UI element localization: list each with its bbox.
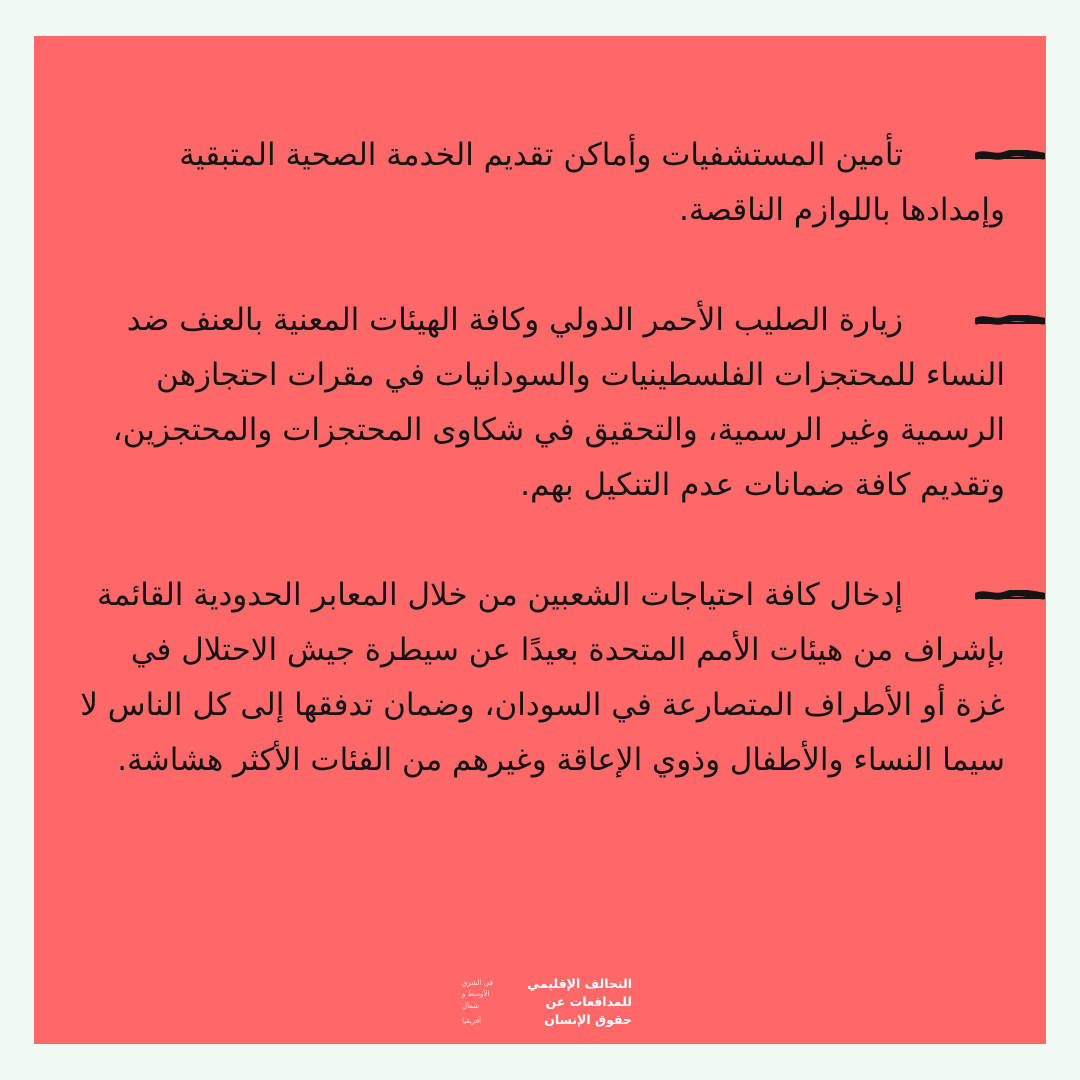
brush-dash-icon [975,590,1045,602]
logo-sub-3: شمال [462,1002,480,1010]
logo-sub-1: في الشرق [462,979,494,987]
organization-logo [452,976,632,1032]
demands-list [74,128,1005,843]
logo-sub-2: الأوسط و [462,990,490,998]
logo-line-3: حقوق الإنسان [544,1012,632,1027]
logo-line-2: للمدافعات عن [545,994,632,1009]
list-item-text: إدخال كافة احتياجات الشعبين من خلال المعابر الحدودية القائمة بإشراف من هيئات الأمم المتحدة بعيدًا عن سيطرة جيش الاحتلال في غزة أو الأطراف المتصارعة في السودان، وضمان تدفقها إلى كل الناس لا سيما النساء والأطفال وذوي الإعاقة وغيرهم من الفئات الأكثر هشاشة. [80,577,1005,778]
list-item-text: تأمين المستشفيات وأماكن تقديم الخدمة الصحية المتبقية وإمدادها باللوازم الناقصة. [179,137,1005,228]
list-item-text: زيارة الصليب الأحمر الدولي وكافة الهيئات المعنية بالعنف ضد النساء للمحتجزات الفلسطينيات والسودانيات في مقرات احتجازهن الرسمية وغير الرسمية، والتحقيق في شكاوى المحتجزات والمحتجزين، وتقديم كافة ضمانات عدم التنكيل بهم. [112,302,1005,503]
logo-sub-4: أفريقيا [462,1017,481,1025]
list-item [74,568,1005,788]
logo-line-1: التحالف الإقليمي [527,976,632,991]
content-card [34,36,1046,1044]
brush-dash-icon [975,150,1045,162]
list-item [74,293,1005,513]
brush-dash-icon [975,315,1045,327]
list-item [74,128,1005,238]
